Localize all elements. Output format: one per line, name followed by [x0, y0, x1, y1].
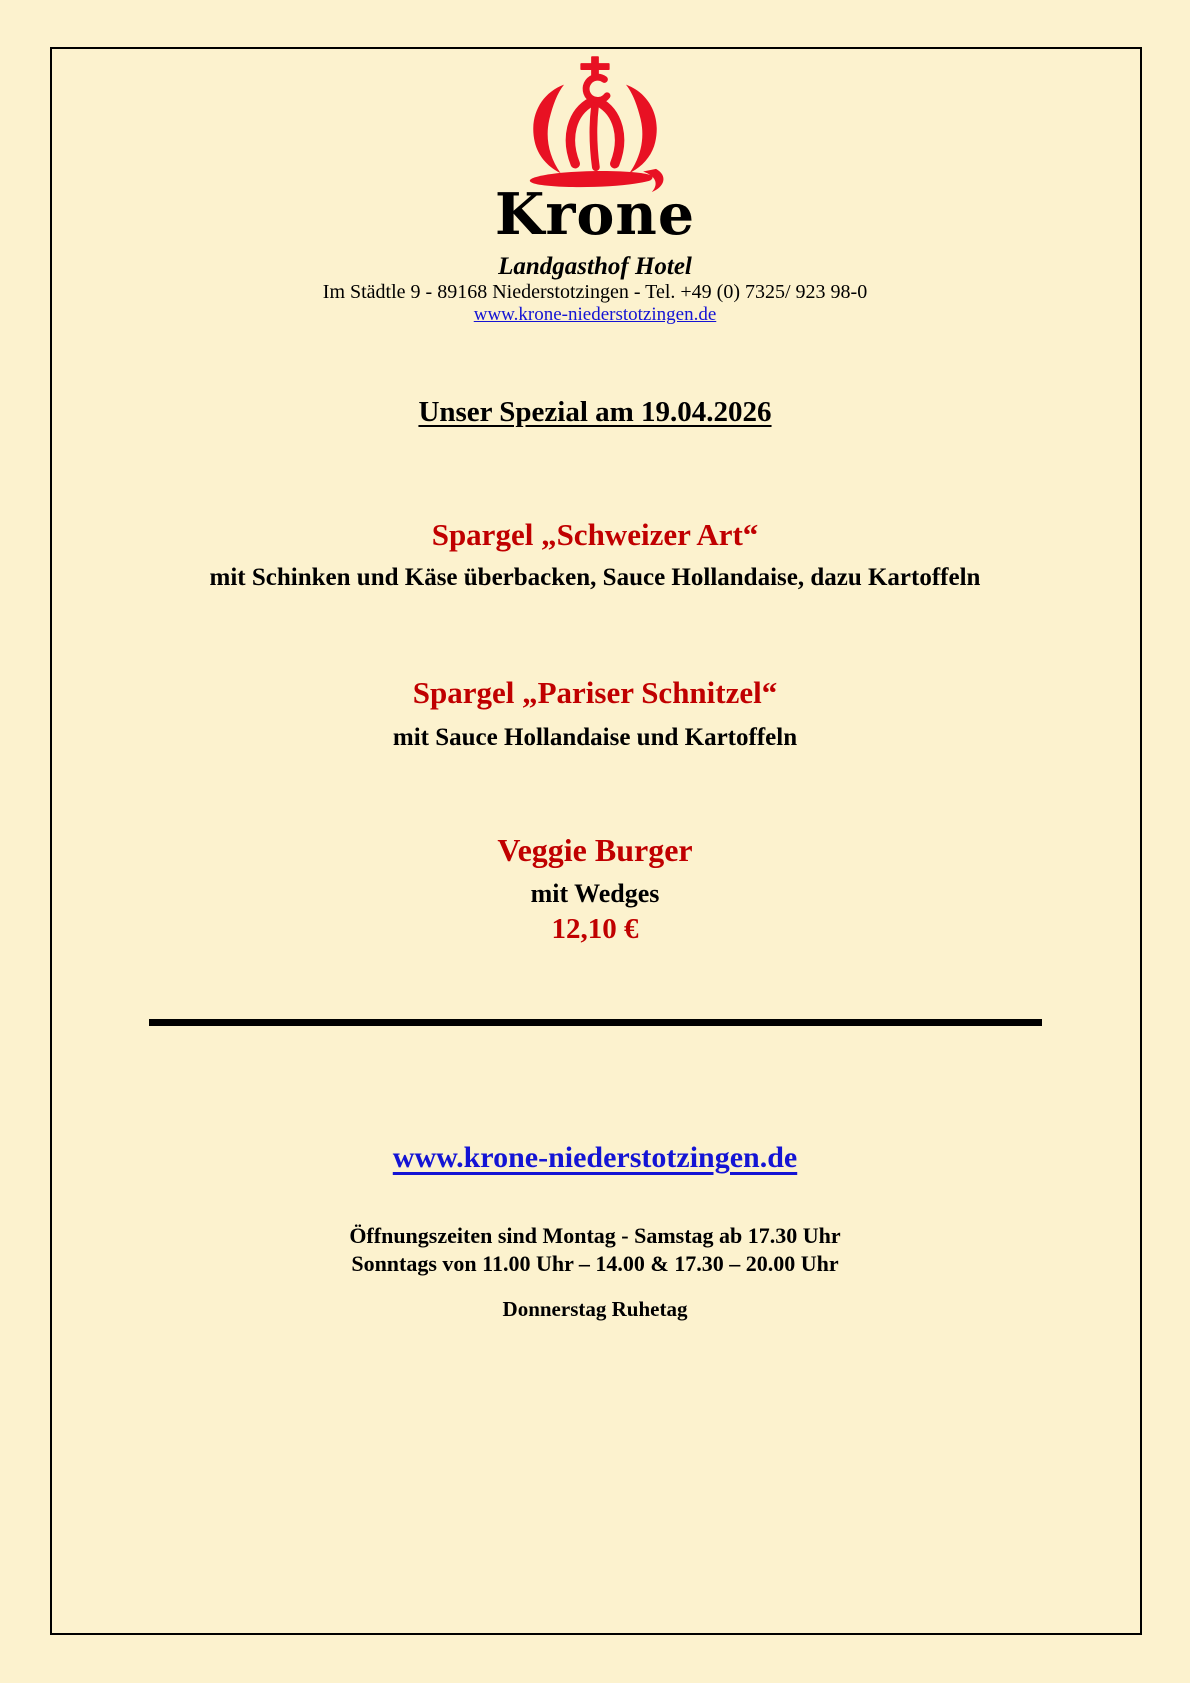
menu-item-name: Veggie Burger — [497, 832, 693, 868]
menu-item-description: mit Sauce Hollandaise und Kartoffeln — [392, 724, 798, 751]
footer-website-row — [0, 1139, 1190, 1177]
crown-icon — [0, 56, 1190, 194]
header-website-row — [0, 304, 1190, 326]
logo-text: Krone — [494, 181, 696, 248]
opening-hours-line-2: Sonntags von 11.00 Uhr – 14.00 & 17.30 – 20.00 Uhr — [351, 1251, 839, 1276]
menu-item-price: 12,10 € — [551, 913, 639, 945]
opening-hours-line-1: Öffnungszeiten sind Montag - Samstag ab 17.30 Uhr — [349, 1223, 841, 1248]
footer-website-link[interactable]: www.krone-niederstotzingen.de — [392, 1141, 798, 1174]
special-heading: Unser Spezial am 19.04.2026 — [418, 396, 772, 428]
closed-day-note: Donnerstag Ruhetag — [502, 1297, 688, 1321]
divider-line — [149, 1019, 1042, 1026]
hotel-subtitle: Landgasthof Hotel — [498, 253, 692, 280]
menu-item-name: Spargel „Pariser Schnitzel“ — [412, 675, 778, 710]
menu-item-description: mit Schinken und Käse überbacken, Sauce Hollandaise, dazu Kartoffeln — [209, 564, 981, 591]
address-line: Im Städtle 9 - 89168 Niederstotzingen - Tel. +49 (0) 7325/ 923 98-0 — [322, 281, 868, 303]
header-website-link[interactable]: www.krone-niederstotzingen.de — [473, 304, 717, 325]
menu-item-name: Spargel „Schweizer Art“ — [431, 517, 759, 552]
menu-item-description: mit Wedges — [530, 879, 660, 908]
